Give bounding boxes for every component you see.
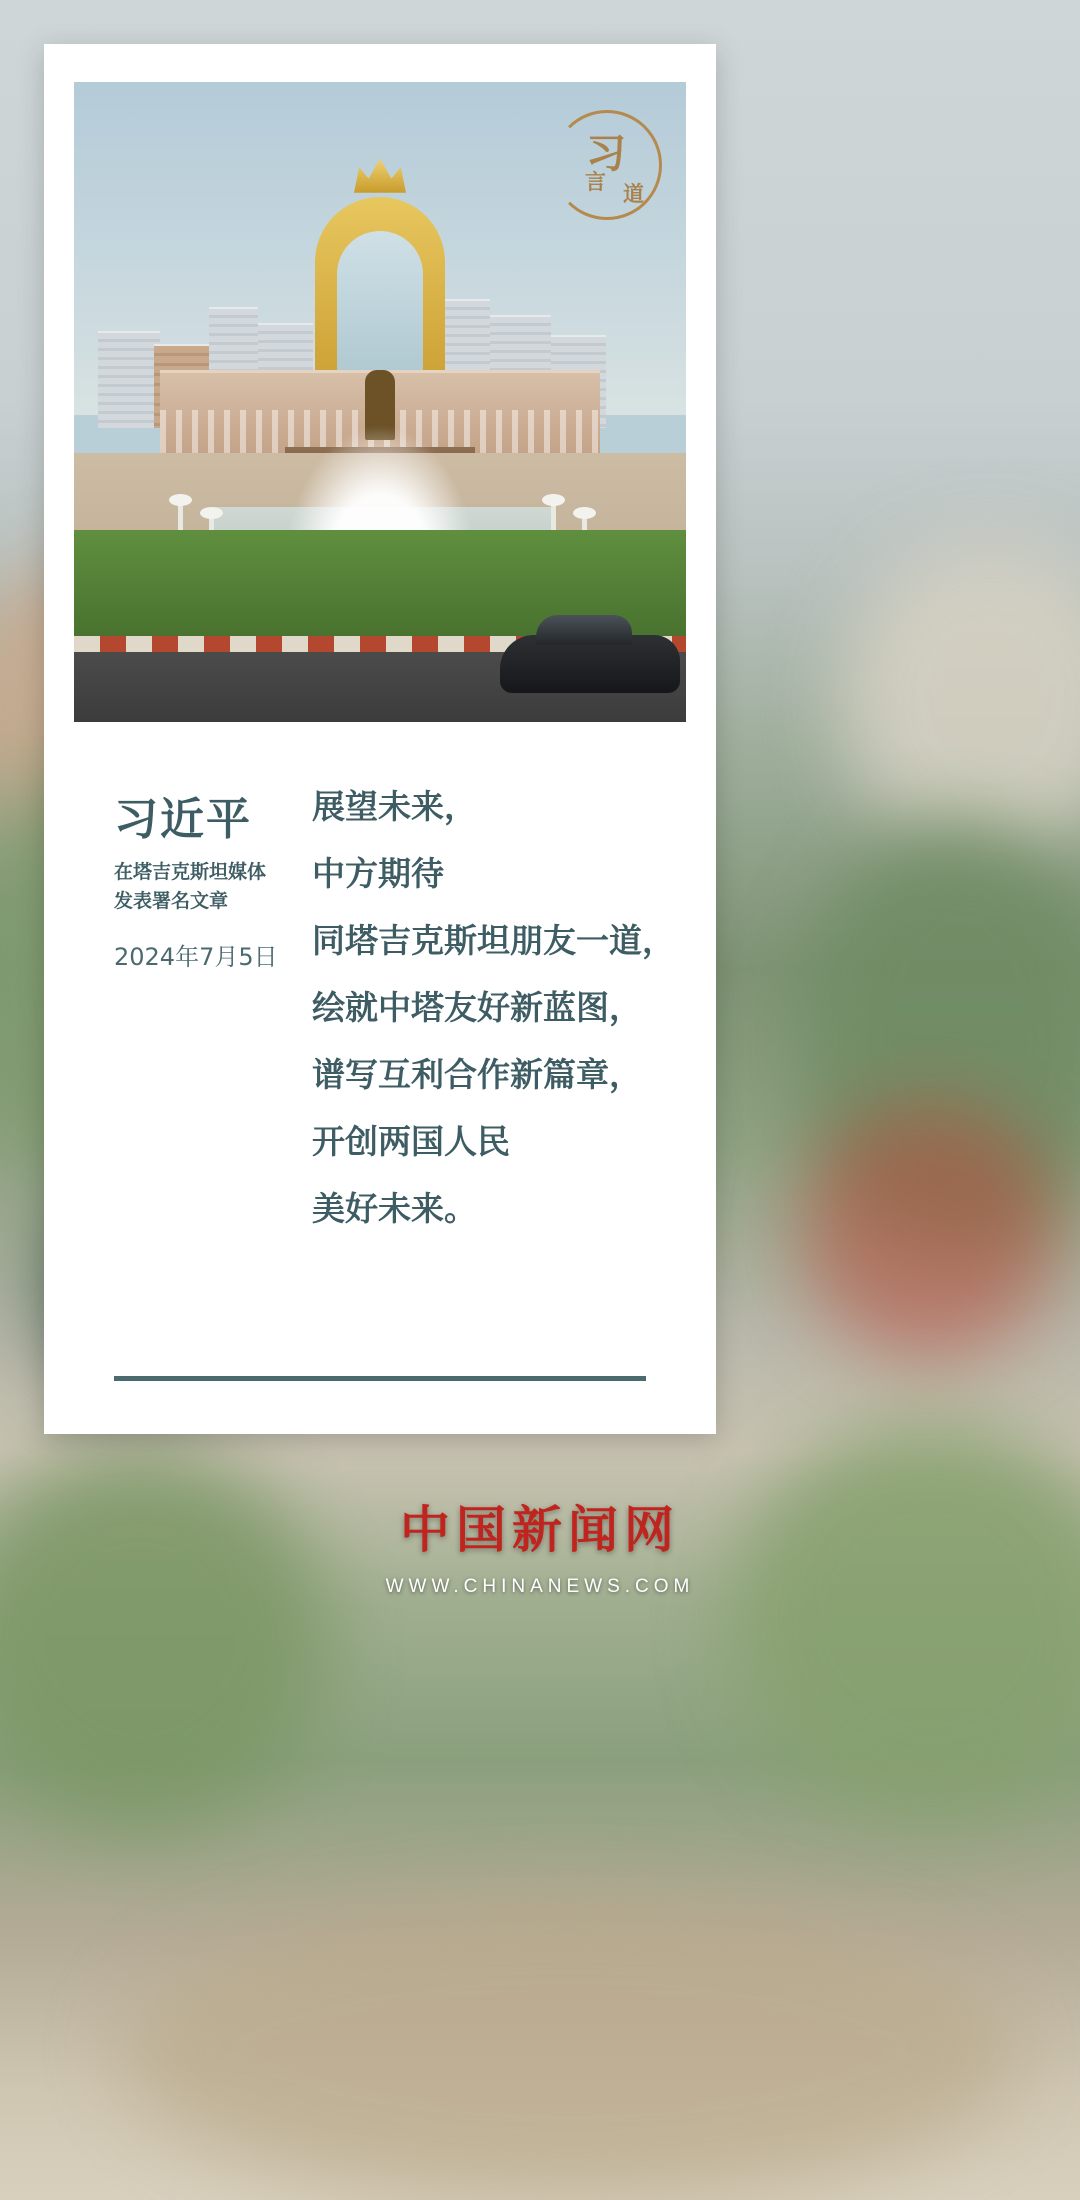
quote-line: 绘就中塔友好新蓝图，	[312, 988, 642, 1027]
quote-line: 展望未来，	[312, 787, 477, 826]
attribution-block	[114, 796, 304, 972]
attribution-subtitle-line2: 发表署名文章	[114, 889, 229, 912]
stamp-char-third: 道	[623, 183, 644, 206]
stamp-char-second: 言	[585, 171, 606, 194]
quote-line: 美好未来。	[312, 1189, 477, 1228]
background-blob	[800, 1100, 1060, 1360]
background-blob	[730, 1420, 1080, 1820]
attribution-subtitle	[114, 858, 304, 915]
background-blob	[120, 1900, 1020, 2200]
stamp-char-main: 习	[586, 131, 626, 177]
publish-date: 2024年7月5日	[114, 943, 278, 972]
divider	[114, 1376, 646, 1381]
quote-block	[312, 787, 696, 1259]
background-blob	[840, 540, 1080, 860]
quote-line: 开创两国人民	[312, 1122, 510, 1161]
building	[98, 331, 159, 427]
car	[500, 635, 680, 693]
site-url: WWW.CHINANEWS.COM	[385, 1576, 695, 1597]
site-logo: 中国新闻网	[400, 1501, 680, 1559]
quote-line: 中方期待	[312, 854, 444, 893]
quote-line: 同塔吉克斯坦朋友一道，	[312, 921, 675, 960]
quote-line: 谱写互利合作新篇章，	[312, 1055, 642, 1094]
brand-stamp	[512, 104, 662, 224]
speaker-name: 习近平	[114, 794, 252, 845]
attribution-subtitle-line1: 在塔吉克斯坦媒体	[114, 861, 267, 884]
content-card	[44, 44, 716, 1434]
footer	[0, 1490, 1080, 1598]
hero-photo	[74, 82, 686, 722]
